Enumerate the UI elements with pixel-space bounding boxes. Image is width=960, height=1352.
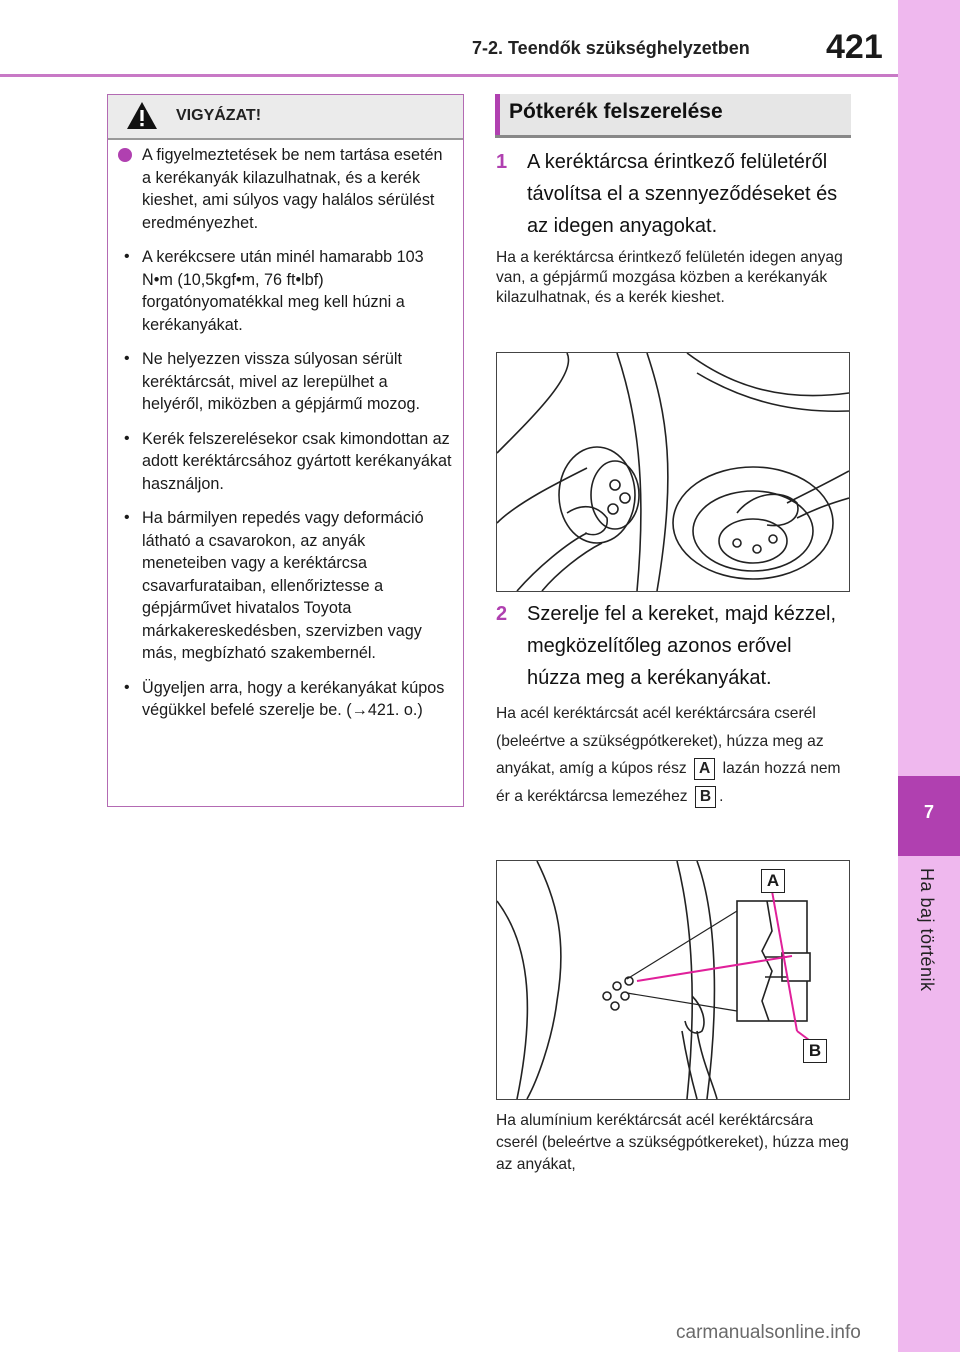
chapter-side-tab bbox=[898, 0, 960, 1352]
step-number: 1 bbox=[496, 151, 508, 173]
warning-title: VIGYÁZAT! bbox=[176, 107, 262, 124]
step-1 bbox=[496, 146, 847, 242]
label-b-box: B bbox=[695, 786, 716, 808]
figure-label-b: B bbox=[803, 1039, 827, 1063]
aluminium-wheel-note: Ha alumínium keréktárcsát acél keréktárcsára cserél (beleértve a szükségpótkereket), húzza meg az anyákat, bbox=[496, 1112, 849, 1173]
warning-item: A figyelmeztetések be nem tartása esetén a kerékanyák kilazulhatnak, és a kerék kieshet, ami súlyos vagy halálos sérülést eredményezhet. bbox=[118, 144, 453, 234]
warning-item: • Ha bármilyen repedés vagy deformáció látható a csavarokon, az anyák meneteiben vagy a keréktárcsa csavarfurataiban, ellenőriztesse a gépjárművet hivatalos Toyota márkakereskedésben, szervizben vagy más, megbízható szakembernél. bbox=[124, 509, 424, 662]
circle-bullet-icon bbox=[118, 148, 132, 162]
wheel-cleaning-illustration bbox=[496, 352, 850, 592]
step-2 bbox=[496, 598, 847, 694]
bullet-dot-icon: • bbox=[124, 350, 130, 367]
bullet-dot-icon: • bbox=[124, 509, 130, 526]
watermark: carmanualsonline.info bbox=[676, 1322, 861, 1343]
section-heading: Pótkerék felszerelése bbox=[495, 94, 851, 138]
bullet-dot-icon: • bbox=[124, 429, 130, 447]
bullet-dot-icon: • bbox=[124, 248, 130, 265]
chapter-number: 7 bbox=[923, 802, 934, 822]
warning-item: • A kerékcsere után minél hamarabb 103 N•m (10,5kgf•m, 76 ft•lbf) forgatónyomatékkal meg kell húzni a kerékanyákat. bbox=[124, 248, 424, 334]
section-title: 7-2. Teendők szükséghelyzetben bbox=[472, 38, 750, 58]
warning-box bbox=[107, 94, 464, 807]
wheel-nut-illustration bbox=[496, 860, 850, 1100]
chapter-title: Ha baj történik bbox=[917, 868, 937, 992]
header-rule bbox=[0, 74, 898, 77]
warning-item: • Ne helyezzen vissza súlyosan sérült keréktárcsát, mivel az lerepülhet a helyéről, miközben a gépjármű mozog. bbox=[124, 350, 421, 413]
step-number: 2 bbox=[496, 603, 508, 625]
label-a-box: A bbox=[694, 758, 715, 780]
page-number: 421 bbox=[826, 28, 883, 66]
warning-triangle-icon bbox=[126, 101, 158, 131]
figure-label-a: A bbox=[761, 869, 785, 893]
bullet-dot-icon: • bbox=[124, 678, 130, 696]
warning-item: • Ügyeljen arra, hogy a kerékanyákat kúpos végükkel befelé szerelje be. (→421. o.) bbox=[124, 678, 445, 719]
step-1-note: Ha a keréktárcsa érintkező felületén idegen anyag van, a gépjármű mozgása közben a kerékanyák kilazulhatnak, és a kerék kieshet. bbox=[496, 249, 843, 306]
wheel-nut-drawing bbox=[497, 861, 849, 1099]
step-2-note: Ha acél keréktárcsát acél keréktárcsára cserél (beleértve a szükségpótkereket), húzza meg az anyákat, amíg a kúpos rész A lazán hozzá nem ér a keréktárcsa lemezéhez B . bbox=[496, 700, 851, 810]
step-text: Szerelje fel a kereket, majd kézzel, megközelítőleg azonos erővel húzza meg a kerékanyákat. bbox=[527, 603, 837, 689]
heading-accent-bar bbox=[495, 94, 500, 135]
step-text: A keréktárcsa érintkező felületéről távolítsa el a szennyeződéseket és az idegen anyagokat. bbox=[527, 151, 838, 237]
wheel-cleaning-drawing bbox=[497, 353, 849, 591]
warning-item: • Kerék felszerelésekor csak kimondottan az adott keréktárcsához gyártott kerékanyákat használjon. bbox=[124, 429, 452, 493]
warning-header bbox=[108, 95, 463, 140]
